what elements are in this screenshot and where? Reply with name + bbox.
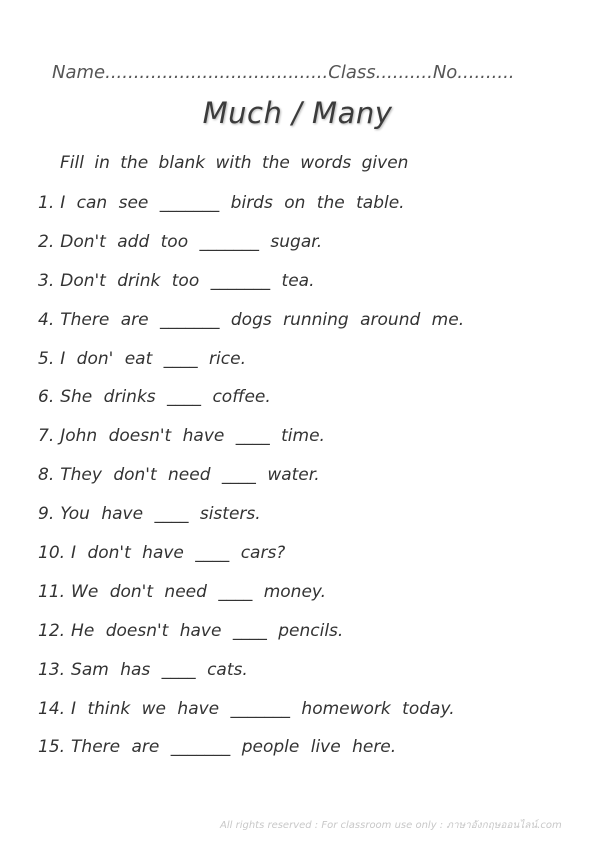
question-number: 6.	[38, 387, 55, 408]
name-class-no-line: Name.......................................Class..........No..........	[52, 62, 515, 83]
question-item	[38, 699, 578, 738]
question-number: 10.	[38, 543, 66, 564]
question-text: I can see _______ birds on the table.	[60, 193, 405, 213]
worksheet-title: Much / Many	[202, 96, 393, 130]
question-item	[38, 504, 578, 543]
question-text: There are _______ dogs running around me.	[60, 309, 465, 330]
question-text: John doesn't have ____ time.	[60, 426, 325, 447]
question-number: 2.	[38, 231, 55, 252]
question-number: 9.	[38, 504, 55, 525]
question-text: Don't drink too _______ tea.	[60, 270, 315, 291]
question-number: 12.	[38, 620, 66, 641]
question-number: 1.	[38, 193, 55, 213]
question-item	[38, 349, 578, 388]
question-item	[38, 660, 578, 699]
question-text: She drinks ____ coffee.	[60, 387, 271, 408]
question-text: He doesn't have ____ pencils.	[71, 620, 344, 641]
question-item	[38, 271, 578, 310]
question-number: 5.	[38, 348, 55, 369]
question-text: There are _______ people live here.	[71, 737, 397, 758]
question-item	[38, 465, 578, 504]
question-text: We don't need ____ money.	[71, 581, 327, 602]
question-item	[38, 543, 578, 582]
question-item	[38, 737, 578, 776]
question-item	[38, 193, 578, 232]
question-text: Sam has ____ cats.	[71, 659, 248, 680]
question-number: 8.	[38, 465, 55, 486]
question-text: They don't need ____ water.	[60, 465, 320, 486]
question-number: 7.	[38, 426, 55, 447]
question-number: 14.	[38, 698, 66, 719]
question-item	[38, 621, 578, 660]
question-text: Don't add too _______ sugar.	[60, 231, 323, 252]
question-text: I think we have _______ homework today.	[71, 698, 455, 719]
question-text: You have ____ sisters.	[60, 504, 261, 525]
question-item	[38, 232, 578, 271]
question-item	[38, 582, 578, 621]
question-number: 3.	[38, 270, 55, 291]
question-list	[38, 193, 578, 776]
question-text: I don' eat ____ rice.	[60, 348, 246, 369]
question-number: 15.	[38, 737, 66, 758]
question-item	[38, 387, 578, 426]
question-number: 13.	[38, 659, 66, 680]
question-number: 11.	[38, 581, 66, 602]
instruction-text: Fill in the blank with the words given	[60, 153, 409, 173]
question-item	[38, 310, 578, 349]
question-item	[38, 426, 578, 465]
question-number: 4.	[38, 309, 55, 330]
question-text: I don't have ____ cars?	[71, 543, 286, 564]
copyright-footer: All rights reserved : For classroom use only : ภาษาอังกฤษออนไลน์.com	[220, 820, 562, 831]
